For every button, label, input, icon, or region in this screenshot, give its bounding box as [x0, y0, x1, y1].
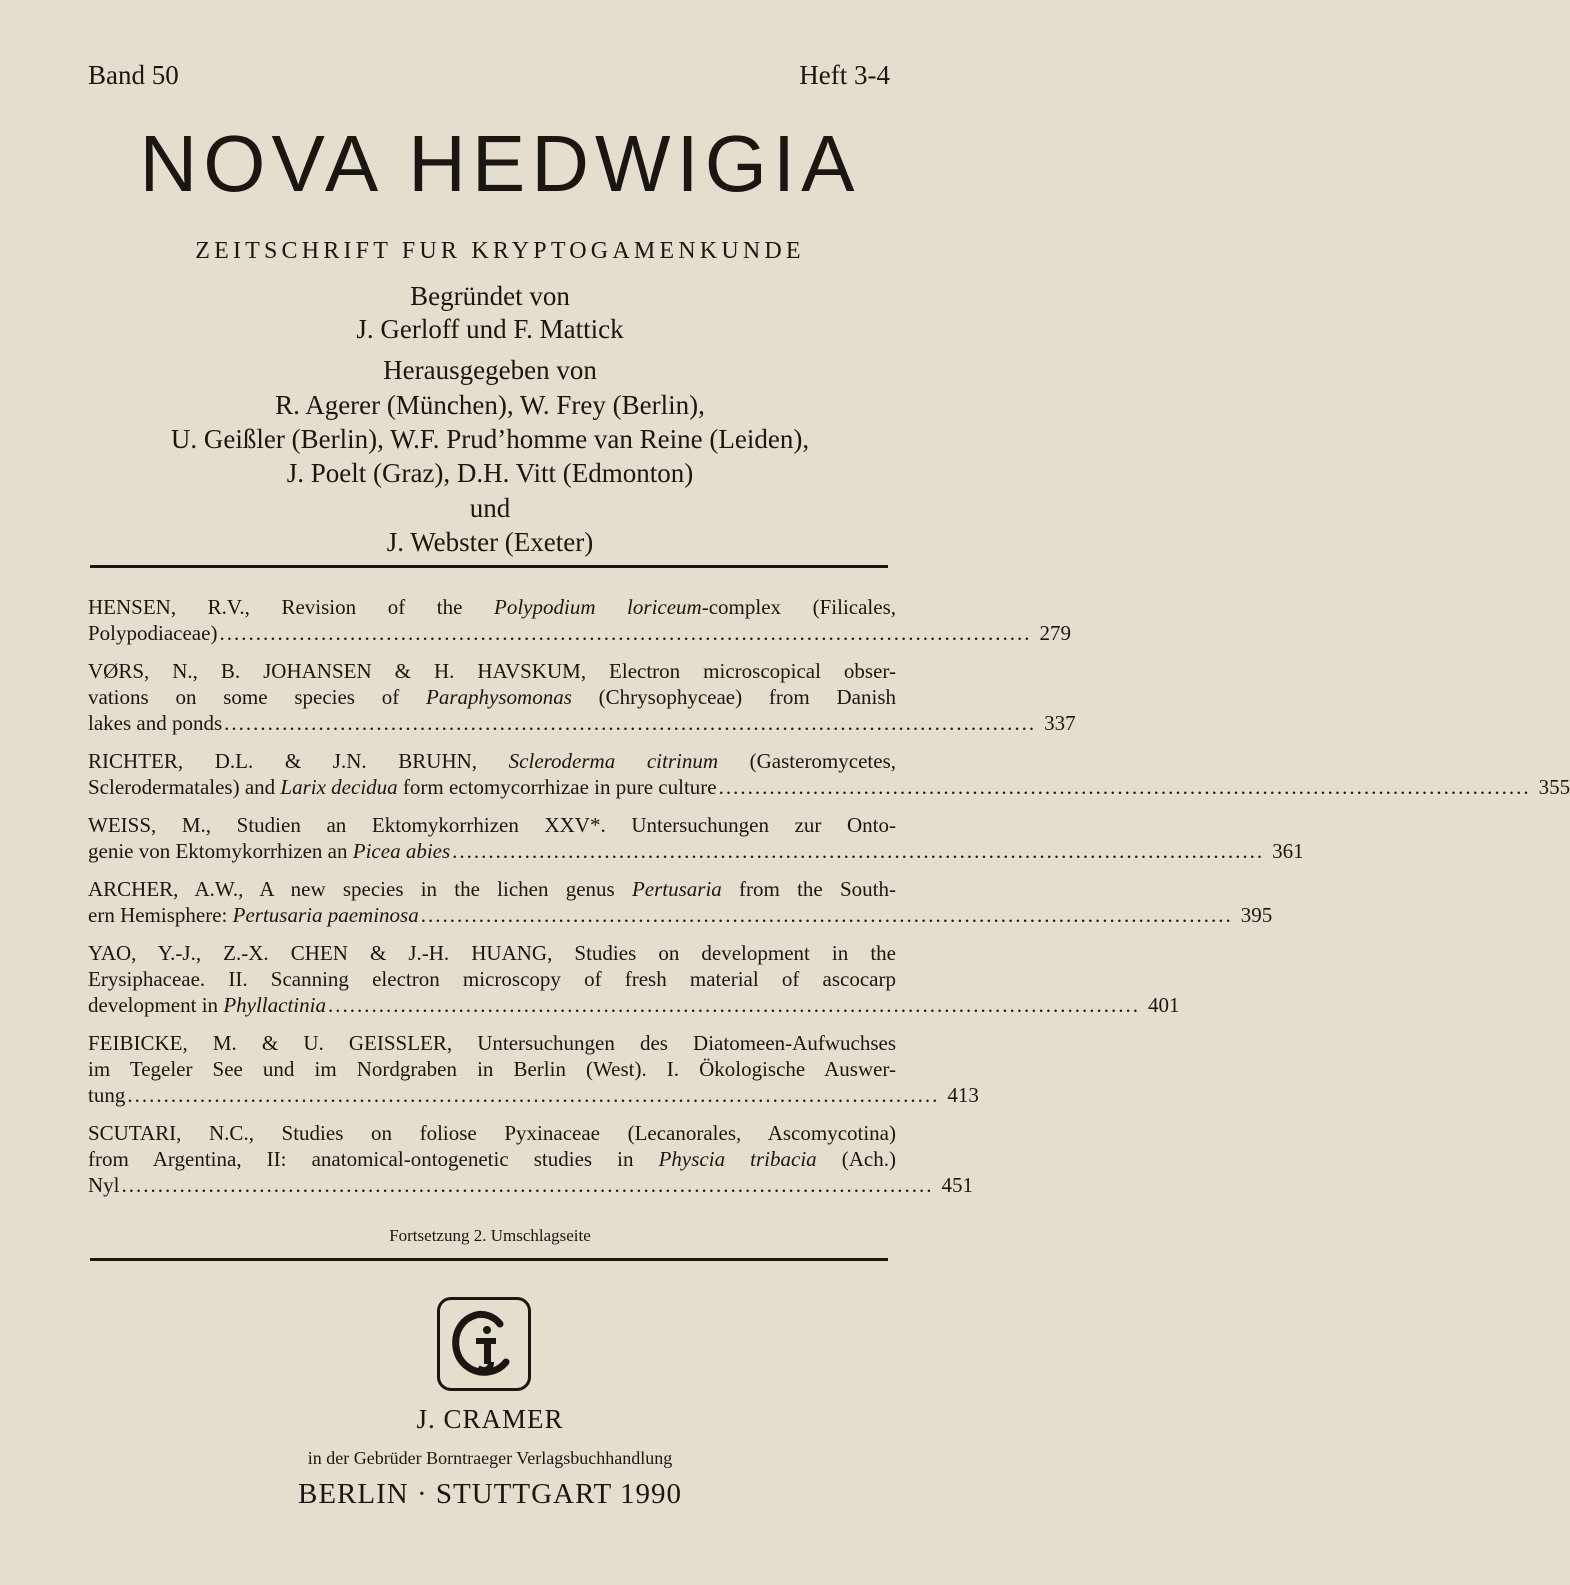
leader-dots: ................................................................................................................ — [327, 993, 1140, 1017]
leader-dots: ................................................................................................................ — [219, 621, 1032, 645]
publisher-city-year: BERLIN · STUTTGART 1990 — [297, 1478, 682, 1510]
editors-and: und — [469, 493, 511, 523]
leader-dots: ................................................................................................................ — [452, 839, 1265, 863]
editors-line-1: R. Agerer (München), W. Frey (Berlin), — [275, 390, 705, 420]
leader-dots: ................................................................................................................ — [127, 1083, 940, 1107]
page-number: 451 — [941, 1173, 973, 1197]
table-of-contents — [88, 594, 1570, 1210]
cj-monogram-icon — [440, 1300, 528, 1388]
page-number: 337 — [1044, 711, 1076, 735]
page-number: 279 — [1039, 621, 1071, 645]
journal-subtitle: ZEITSCHRIFT FUR KRYPTOGAMENKUNDE — [195, 238, 805, 264]
toc-entry[interactable]: HENSEN, R.V., Revision of the Polypodium loriceum-complex (Filicales, Polypodiaceae) ................................................................................................................ 279 — [88, 595, 1071, 645]
leader-dots: ................................................................................................................ — [420, 903, 1233, 927]
edited-label: Herausgegeben von — [383, 355, 597, 385]
editors-line-4: J. Webster (Exeter) — [386, 527, 594, 557]
leader-dots: ................................................................................................................ — [718, 775, 1531, 799]
volume-number: Band 50 — [88, 60, 179, 90]
page-number: 361 — [1272, 839, 1304, 863]
founders: J. Gerloff und F. Mattick — [356, 314, 624, 344]
editors-line-3: J. Poelt (Graz), D.H. Vitt (Edmonton) — [286, 458, 694, 488]
page-number: 395 — [1240, 903, 1273, 927]
page-number: 355 — [1538, 775, 1570, 799]
publisher-name: J. CRAMER — [416, 1404, 564, 1434]
editors-line-2: U. Geißler (Berlin), W.F. Prud’homme van Reine (Leiden), — [170, 424, 810, 454]
publisher-imprint: in der Gebrüder Borntraeger Verlagsbuchhandlung — [307, 1448, 673, 1468]
bottom-divider — [90, 1258, 888, 1261]
toc-entry[interactable]: RICHTER, D.L. & J.N. BRUHN, Scleroderma citrinum (Gasteromycetes, Sclerodermatales) and Larix decidua form ectomycorrhizae in pure culture ................................................................................................................ 355 — [88, 749, 1570, 799]
founded-label: Begründet von — [410, 281, 570, 311]
journal-title: NOVA HEDWIGIA — [139, 119, 861, 208]
toc-entry[interactable]: SCUTARI, N.C., Studies on foliose Pyxinaceae (Lecanorales, Ascomycotina) from Argentina, II: anatomical-ontogenetic studies in Physcia tribacia (Ach.) Nyl ................................................................................................................ 451 — [88, 1121, 973, 1197]
toc-entry[interactable]: VØRS, N., B. JOHANSEN & H. HAVSKUM, Electron microscopical obser- vations on some species of Paraphysomonas (Chrysophyceae) from Danish lakes and ponds ................................................................................................................ 337 — [88, 659, 1076, 735]
top-divider — [90, 565, 888, 568]
toc-entry[interactable]: ARCHER, A.W., A new species in the lichen genus Pertusaria from the South- ern Hemisphere: Pertusaria paeminosa ................................................................................................................ 395 — [88, 877, 1273, 927]
continuation-note: Fortsetzung 2. Umschlagseite — [389, 1226, 591, 1245]
toc-entry[interactable]: WEISS, M., Studien an Ektomykorrhizen XXV*. Untersuchungen zur Onto- genie von Ektomykorrhizen an Picea abies ................................................................................................................ 361 — [88, 813, 1304, 863]
toc-entry[interactable]: YAO, Y.-J., Z.-X. CHEN & J.-H. HUANG, Studies on development in the Erysiphaceae. II. Scanning electron microscopy of fresh material of ascocarp development in Phyllactinia ................................................................................................................ 401 — [88, 941, 1180, 1017]
issue-number: Heft 3-4 — [799, 60, 890, 90]
page-number: 413 — [947, 1083, 979, 1107]
toc-entry[interactable]: FEIBICKE, M. & U. GEISSLER, Untersuchungen des Diatomeen-Aufwuchses im Tegeler See und im Nordgraben in Berlin (West). I. Ökologische Auswer- tung ................................................................................................................ 413 — [88, 1031, 979, 1107]
page-number: 401 — [1147, 993, 1180, 1017]
leader-dots: ................................................................................................................ — [224, 711, 1037, 735]
leader-dots: ................................................................................................................ — [121, 1173, 934, 1197]
publisher-logo — [437, 1297, 531, 1391]
